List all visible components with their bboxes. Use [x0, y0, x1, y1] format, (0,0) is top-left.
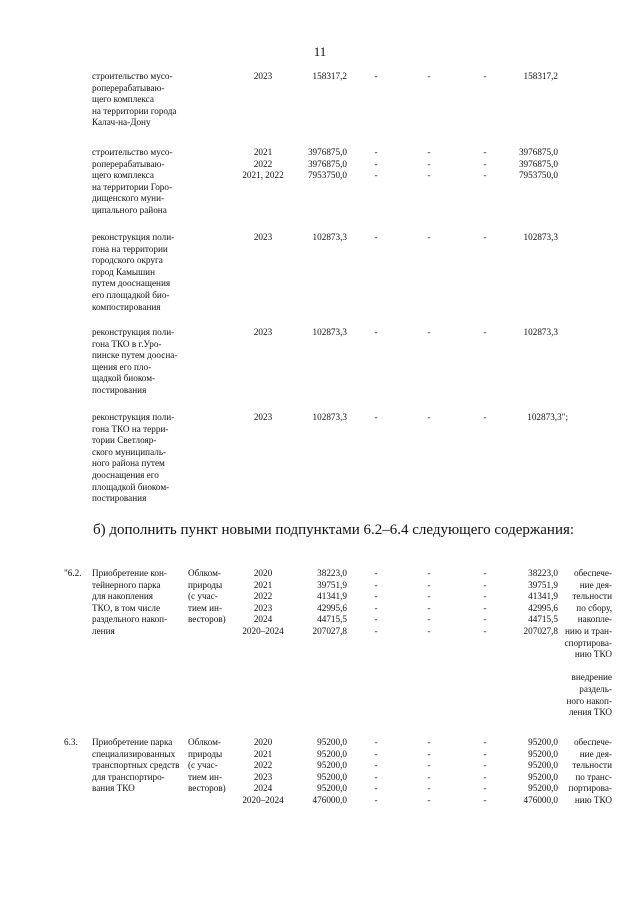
local-budget-cell-line: -	[427, 232, 431, 242]
federal-budget-cell-line: -	[374, 71, 378, 81]
extra-budget-cell-line: -	[483, 232, 487, 242]
activity-description-line: ского муниципаль-	[92, 446, 167, 457]
federal-budget-cell-line: -	[374, 232, 378, 242]
local-budget-cell-line: -	[427, 568, 431, 578]
activity-description-line: вания ТКО	[92, 783, 135, 794]
extra-budget-cell-line: -	[483, 71, 487, 81]
extra-budget-cell-line: -	[483, 614, 487, 625]
responsible-executor-line: весторов)	[188, 783, 226, 794]
year-cell	[234, 412, 292, 424]
federal-budget-cell-line: -	[374, 568, 378, 578]
extra-budget-cell	[481, 737, 489, 807]
expected-result-line: ние дея-	[579, 579, 612, 590]
extra-budget-cell	[481, 147, 489, 182]
local-budget-cell-line: -	[427, 625, 431, 636]
local-budget-cell	[425, 232, 433, 244]
expected-result-line: нию и тран-	[565, 625, 612, 636]
extra-budget-cell-line: -	[483, 579, 487, 590]
year-cell	[234, 568, 292, 638]
year-cell-line: 2023	[253, 412, 273, 422]
local-budget-cell-line: -	[427, 760, 431, 771]
extra-budget-cell-line: -	[483, 737, 487, 747]
activity-description-line: тории Светлояр-	[92, 435, 157, 446]
regional-budget-cell-line: 158317,2	[312, 71, 347, 81]
regional-budget-cell-line: 95200,0	[317, 748, 347, 759]
local-budget-cell-line: -	[427, 579, 431, 590]
regional-budget-cell-line: 3976875,0	[307, 158, 347, 169]
activity-description-line: гона на территории	[92, 243, 168, 254]
federal-budget-cell	[372, 147, 380, 182]
expected-result-line: раздель-	[579, 683, 612, 694]
federal-budget-cell	[372, 412, 380, 424]
regional-budget-cell	[290, 412, 347, 424]
total-cell-line: 158317,2	[523, 71, 558, 81]
local-budget-cell	[425, 327, 433, 339]
year-cell-line: 2020	[253, 737, 273, 747]
year-cell-line: 2020	[253, 568, 273, 578]
local-budget-cell-line: -	[427, 614, 431, 625]
regional-budget-cell	[290, 568, 347, 638]
activity-description-line: раздельного накоп-	[92, 614, 168, 625]
total-cell	[498, 568, 558, 638]
federal-budget-cell	[372, 737, 380, 807]
year-cell-line: 2024	[253, 614, 273, 625]
regional-budget-cell-line: 44715,5	[317, 614, 347, 625]
total-cell-line: 95200,0	[528, 771, 558, 782]
activity-description	[92, 737, 186, 795]
activity-description-line: его площадкой био-	[92, 289, 170, 300]
federal-budget-cell	[372, 71, 380, 83]
year-cell-line: 2021, 2022	[242, 170, 284, 181]
year-cell-line: 2021	[253, 748, 273, 759]
extra-budget-cell-line: -	[483, 568, 487, 578]
regional-budget-cell	[290, 737, 347, 807]
total-cell	[498, 147, 558, 182]
activity-description-line: специализированных	[92, 748, 176, 759]
activity-description-line: Калач-на-Дону	[92, 117, 151, 128]
year-cell	[234, 147, 292, 182]
extra-budget-cell-line: -	[483, 602, 487, 613]
federal-budget-cell-line: -	[374, 625, 378, 636]
expected-result-line: по транс-	[575, 771, 612, 782]
year-cell-line: 2023	[253, 71, 273, 81]
activity-description-line: пинске путем доосна-	[92, 350, 178, 361]
local-budget-cell-line: -	[427, 170, 431, 181]
local-budget-cell-line: -	[427, 158, 431, 169]
total-cell-line: 38223,0	[528, 568, 558, 578]
regional-budget-cell-line: 42995,6	[317, 602, 347, 613]
year-cell-line: 2021	[253, 147, 273, 157]
total-cell-line: 102873,3";	[527, 412, 568, 422]
local-budget-cell-line: -	[427, 327, 431, 337]
regional-budget-cell-line: 102873,3	[312, 232, 347, 242]
responsible-executor	[188, 737, 238, 795]
activity-description-line: ления	[92, 625, 115, 636]
regional-budget-cell-line: 38223,0	[317, 568, 347, 578]
expected-result-line: накопле-	[577, 614, 612, 625]
activity-description-line: щения его пло-	[92, 361, 152, 372]
total-cell-line: 476000,0	[523, 794, 558, 805]
federal-budget-cell-line: -	[374, 748, 378, 759]
activity-description	[92, 71, 186, 129]
activity-description-line: городского округа	[92, 255, 163, 266]
federal-budget-cell	[372, 232, 380, 244]
expected-result-line: спортирова-	[564, 637, 612, 648]
total-cell-line: 42995,6	[528, 602, 558, 613]
year-cell-line: 2023	[253, 232, 273, 242]
federal-budget-cell-line: -	[374, 170, 378, 181]
total-cell	[498, 412, 568, 424]
activity-description	[92, 327, 186, 397]
activity-description-line: транспортных средств	[92, 760, 180, 771]
activity-description-line: постирования	[92, 384, 147, 395]
expected-result-line: нию ТКО	[574, 649, 612, 660]
total-cell	[498, 232, 558, 244]
regional-budget-cell-line: 102873,3	[312, 327, 347, 337]
regional-budget-cell-line: 7953750,0	[307, 170, 347, 181]
activity-description-line: дищенского муни-	[92, 193, 165, 204]
activity-description-line: для транспортиро-	[92, 771, 165, 782]
activity-description-line: путем дооснащения	[92, 278, 171, 289]
local-budget-cell	[425, 737, 433, 807]
year-cell	[234, 71, 292, 83]
extra-budget-cell-line: -	[483, 748, 487, 759]
extra-budget-cell-line: -	[483, 147, 487, 157]
regional-budget-cell-line: 207027,8	[312, 625, 347, 636]
federal-budget-cell-line: -	[374, 327, 378, 337]
total-cell-line: 102873,3	[523, 232, 558, 242]
expected-result-line: ного накоп-	[566, 695, 612, 706]
responsible-executor-line: тием ин-	[188, 602, 223, 613]
year-cell	[234, 737, 292, 807]
year-cell	[234, 327, 292, 339]
regional-budget-cell-line: 95200,0	[317, 737, 347, 747]
total-cell-line: 95200,0	[528, 760, 558, 771]
total-cell-line: 95200,0	[528, 737, 558, 747]
activity-description-line: роперерабатываю-	[92, 82, 165, 93]
local-budget-cell-line: -	[427, 794, 431, 805]
extra-budget-cell-line: -	[483, 591, 487, 602]
responsible-executor-line: (с учас-	[188, 760, 218, 771]
year-cell-line: 2023	[253, 327, 273, 337]
responsible-executor-line: Облком-	[188, 568, 221, 578]
activity-description-line: на территории Горо-	[92, 181, 173, 192]
total-cell	[498, 737, 558, 807]
responsible-executor-line: весторов)	[188, 614, 226, 625]
local-budget-cell-line: -	[427, 147, 431, 157]
federal-budget-cell-line: -	[374, 760, 378, 771]
regional-budget-cell-line: 39751,9	[317, 579, 347, 590]
activity-description-line: реконструкция поли-	[92, 327, 175, 337]
regional-budget-cell-line: 41341,9	[317, 591, 347, 602]
expected-result-line: ления ТКО	[568, 707, 612, 718]
regional-budget-cell-line: 95200,0	[317, 771, 347, 782]
local-budget-cell	[425, 568, 433, 638]
total-cell	[498, 327, 558, 339]
activity-description-line: площадкой биоком-	[92, 481, 170, 492]
activity-description-line: щего комплекса	[92, 94, 154, 105]
activity-description-line: дооснащения его	[92, 469, 159, 480]
activity-description-line: щадкой биоком-	[92, 373, 156, 384]
regional-budget-cell	[290, 147, 347, 182]
local-budget-cell-line: -	[427, 783, 431, 794]
federal-budget-cell-line: -	[374, 579, 378, 590]
year-cell-line: 2022	[253, 158, 273, 169]
federal-budget-cell-line: -	[374, 147, 378, 157]
activity-description-line: Приобретение парка	[92, 737, 173, 747]
activity-description-line: реконструкция поли-	[92, 412, 175, 422]
responsible-executor-line: природы	[188, 748, 223, 759]
extra-budget-cell-line: -	[483, 783, 487, 794]
year-cell-line: 2021	[253, 579, 273, 590]
activity-description-line: строительство мусо-	[92, 147, 173, 157]
federal-budget-cell-line: -	[374, 737, 378, 747]
activity-description-line: гона ТКО в г.Уро-	[92, 338, 162, 349]
regional-budget-cell-line: 3976875,0	[307, 147, 347, 157]
local-budget-cell	[425, 147, 433, 182]
responsible-executor-line: Облком-	[188, 737, 221, 747]
federal-budget-cell-line: -	[374, 591, 378, 602]
federal-budget-cell-line: -	[374, 412, 378, 422]
activity-description	[92, 147, 186, 217]
responsible-executor-line: тием ин-	[188, 771, 223, 782]
section-sentence: б) дополнить пункт новыми подпунктами 6.2–6.4 следующего содержания:	[93, 522, 575, 538]
total-cell-line: 39751,9	[528, 579, 558, 590]
activity-description	[92, 568, 186, 638]
activity-description	[92, 412, 186, 505]
activity-description-line: роперерабатываю-	[92, 158, 165, 169]
local-budget-cell-line: -	[427, 737, 431, 747]
extra-budget-cell	[481, 327, 489, 339]
regional-budget-cell	[290, 327, 347, 339]
year-cell	[234, 232, 292, 244]
activity-description-line: ципального района	[92, 204, 167, 215]
activity-description-line: город Камышин	[92, 266, 156, 277]
expected-result-line: обеспече-	[573, 568, 612, 578]
activity-description-line: постирования	[92, 493, 147, 504]
year-cell-line: 2022	[253, 591, 273, 602]
expected-result-line: обеспече-	[573, 737, 612, 747]
extra-budget-cell-line: -	[483, 771, 487, 782]
activity-description-line: строительство мусо-	[92, 71, 173, 81]
regional-budget-cell-line: 95200,0	[317, 783, 347, 794]
responsible-executor	[188, 568, 238, 626]
total-cell-line: 102873,3	[523, 327, 558, 337]
federal-budget-cell-line: -	[374, 602, 378, 613]
activity-description-line: реконструкция поли-	[92, 232, 175, 242]
activity-description	[92, 232, 186, 313]
expected-result-line: портирова-	[568, 783, 612, 794]
expected-result-line: нию ТКО	[574, 794, 612, 805]
regional-budget-cell	[290, 71, 347, 83]
regional-budget-cell-line: 95200,0	[317, 760, 347, 771]
activity-description-line: гона ТКО на терри-	[92, 423, 169, 434]
federal-budget-cell	[372, 327, 380, 339]
expected-result-line: внедрение	[571, 672, 612, 683]
local-budget-cell	[425, 71, 433, 83]
expected-result-line: тельности	[572, 760, 612, 771]
federal-budget-cell	[372, 568, 380, 638]
year-cell-line: 2020–2024	[242, 794, 284, 805]
activity-description-line: на территории города	[92, 105, 177, 116]
activity-description-line: щего комплекса	[92, 170, 154, 181]
extra-budget-cell	[481, 71, 489, 83]
extra-budget-cell-line: -	[483, 794, 487, 805]
total-cell-line: 95200,0	[528, 783, 558, 794]
responsible-executor-line: (с учас-	[188, 591, 218, 602]
total-cell-line: 44715,5	[528, 614, 558, 625]
year-cell-line: 2023	[253, 602, 273, 613]
activity-description-line: Приобретение кон-	[92, 568, 167, 578]
extra-budget-cell-line: -	[483, 170, 487, 181]
total-cell-line: 3976875,0	[518, 147, 558, 157]
activity-description-line: компостирования	[92, 301, 161, 312]
extra-budget-cell-line: -	[483, 625, 487, 636]
row-number: "6.2.	[64, 568, 82, 578]
regional-budget-cell	[290, 232, 347, 244]
expected-result-line: по сбору,	[576, 602, 612, 613]
expected-result-line: ние дея-	[579, 748, 612, 759]
local-budget-cell	[425, 412, 433, 424]
row-number: 6.3.	[64, 737, 78, 747]
extra-budget-cell	[481, 412, 489, 424]
local-budget-cell-line: -	[427, 771, 431, 782]
local-budget-cell-line: -	[427, 591, 431, 602]
extra-budget-cell-line: -	[483, 760, 487, 771]
expected-result	[564, 568, 612, 719]
expected-result-line: тельности	[572, 591, 612, 602]
federal-budget-cell-line: -	[374, 771, 378, 782]
local-budget-cell-line: -	[427, 412, 431, 422]
activity-description-line: для накопления	[92, 591, 154, 602]
year-cell-line: 2020–2024	[242, 625, 284, 636]
extra-budget-cell-line: -	[483, 158, 487, 169]
total-cell-line: 41341,9	[528, 591, 558, 602]
activity-description-line: ТКО, в том числе	[92, 602, 161, 613]
expected-result-line	[564, 661, 612, 673]
activity-description-line: ного района путем	[92, 458, 165, 469]
page-number: 11	[313, 44, 327, 59]
federal-budget-cell-line: -	[374, 614, 378, 625]
year-cell-line: 2024	[253, 783, 273, 794]
extra-budget-cell	[481, 232, 489, 244]
total-cell-line: 95200,0	[528, 748, 558, 759]
local-budget-cell-line: -	[427, 602, 431, 613]
extra-budget-cell	[481, 568, 489, 638]
regional-budget-cell-line: 102873,3	[312, 412, 347, 422]
total-cell-line: 207027,8	[523, 625, 558, 636]
total-cell	[498, 71, 558, 83]
total-cell-line: 7953750,0	[518, 170, 558, 181]
year-cell-line: 2022	[253, 760, 273, 771]
federal-budget-cell-line: -	[374, 158, 378, 169]
federal-budget-cell-line: -	[374, 783, 378, 794]
activity-description-line: тейнерного парка	[92, 579, 161, 590]
extra-budget-cell-line: -	[483, 327, 487, 337]
local-budget-cell-line: -	[427, 748, 431, 759]
federal-budget-cell-line: -	[374, 794, 378, 805]
total-cell-line: 3976875,0	[518, 158, 558, 169]
extra-budget-cell-line: -	[483, 412, 487, 422]
local-budget-cell-line: -	[427, 71, 431, 81]
year-cell-line: 2023	[253, 771, 273, 782]
responsible-executor-line: природы	[188, 579, 223, 590]
expected-result	[564, 737, 612, 807]
regional-budget-cell-line: 476000,0	[312, 794, 347, 805]
